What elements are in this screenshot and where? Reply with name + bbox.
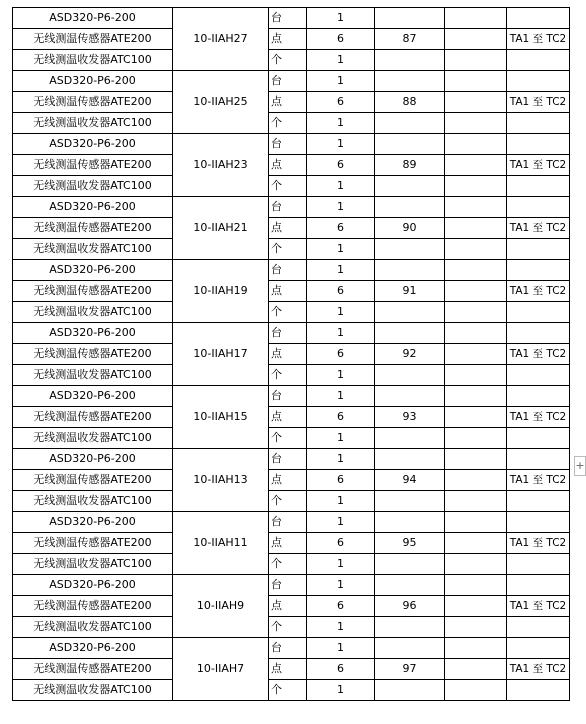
- sequence-cell[interactable]: 96: [375, 596, 445, 617]
- unit-cell[interactable]: 点: [269, 344, 307, 365]
- remark-cell[interactable]: TA1 至 TC2: [507, 659, 570, 680]
- cabinet-code-cell[interactable]: 10-IIAH21: [173, 197, 269, 260]
- plus-icon[interactable]: +: [574, 456, 586, 476]
- blank-cell[interactable]: [445, 260, 507, 281]
- blank-cell[interactable]: [445, 155, 507, 176]
- unit-cell[interactable]: 点: [269, 407, 307, 428]
- cabinet-code-cell[interactable]: 10-IIAH9: [173, 575, 269, 638]
- sequence-cell[interactable]: [375, 428, 445, 449]
- remark-cell[interactable]: [507, 617, 570, 638]
- blank-cell[interactable]: [445, 113, 507, 134]
- model-cell[interactable]: ASD320-P6-200: [13, 323, 173, 344]
- sequence-cell[interactable]: [375, 302, 445, 323]
- unit-cell[interactable]: 点: [269, 470, 307, 491]
- remark-cell[interactable]: TA1 至 TC2: [507, 344, 570, 365]
- model-cell[interactable]: 无线测温收发器ATC100: [13, 365, 173, 386]
- unit-cell[interactable]: 个: [269, 617, 307, 638]
- blank-cell[interactable]: [445, 197, 507, 218]
- table-row: [13, 302, 570, 323]
- quantity-cell[interactable]: 6: [307, 29, 375, 50]
- table-row: [13, 92, 570, 113]
- remark-cell[interactable]: TA1 至 TC2: [507, 281, 570, 302]
- blank-cell[interactable]: [445, 323, 507, 344]
- quantity-cell[interactable]: 6: [307, 155, 375, 176]
- remark-cell[interactable]: [507, 680, 570, 701]
- blank-cell[interactable]: [445, 470, 507, 491]
- model-cell[interactable]: 无线测温传感器ATE200: [13, 92, 173, 113]
- blank-cell[interactable]: [445, 344, 507, 365]
- quantity-cell[interactable]: 1: [307, 134, 375, 155]
- quantity-cell[interactable]: 6: [307, 533, 375, 554]
- quantity-cell[interactable]: 6: [307, 659, 375, 680]
- table-row: [13, 428, 570, 449]
- cabinet-code-cell[interactable]: 10-IIAH27: [173, 8, 269, 71]
- blank-cell[interactable]: [445, 659, 507, 680]
- quantity-cell[interactable]: 1: [307, 512, 375, 533]
- table-row: [13, 449, 570, 470]
- quantity-cell[interactable]: 1: [307, 323, 375, 344]
- unit-cell[interactable]: 台: [269, 197, 307, 218]
- remark-cell[interactable]: TA1 至 TC2: [507, 407, 570, 428]
- model-cell[interactable]: ASD320-P6-200: [13, 8, 173, 29]
- quantity-cell[interactable]: 6: [307, 281, 375, 302]
- blank-cell[interactable]: [445, 29, 507, 50]
- table-row: [13, 470, 570, 491]
- table-row: [13, 680, 570, 701]
- remark-cell[interactable]: [507, 239, 570, 260]
- unit-cell[interactable]: 个: [269, 365, 307, 386]
- unit-cell[interactable]: 点: [269, 218, 307, 239]
- model-cell[interactable]: 无线测温收发器ATC100: [13, 617, 173, 638]
- unit-cell[interactable]: 点: [269, 92, 307, 113]
- remark-cell[interactable]: [507, 554, 570, 575]
- sequence-cell[interactable]: 93: [375, 407, 445, 428]
- table-row: [13, 71, 570, 92]
- unit-cell[interactable]: 个: [269, 176, 307, 197]
- table-row: [13, 134, 570, 155]
- quantity-cell[interactable]: 1: [307, 365, 375, 386]
- sequence-cell[interactable]: [375, 638, 445, 659]
- sequence-cell[interactable]: [375, 575, 445, 596]
- blank-cell[interactable]: [445, 281, 507, 302]
- remark-cell[interactable]: [507, 512, 570, 533]
- table-row: [13, 197, 570, 218]
- quantity-cell[interactable]: 1: [307, 239, 375, 260]
- remark-cell[interactable]: [507, 71, 570, 92]
- sequence-cell[interactable]: 91: [375, 281, 445, 302]
- cabinet-code-cell[interactable]: 10-IIAH19: [173, 260, 269, 323]
- quantity-cell[interactable]: 1: [307, 617, 375, 638]
- quantity-cell[interactable]: 1: [307, 176, 375, 197]
- quantity-cell[interactable]: 1: [307, 449, 375, 470]
- quantity-cell[interactable]: 1: [307, 8, 375, 29]
- quantity-cell[interactable]: 6: [307, 344, 375, 365]
- model-cell[interactable]: 无线测温收发器ATC100: [13, 491, 173, 512]
- table-row: [13, 386, 570, 407]
- sequence-cell[interactable]: [375, 8, 445, 29]
- unit-cell[interactable]: 台: [269, 512, 307, 533]
- blank-cell[interactable]: [445, 596, 507, 617]
- blank-cell[interactable]: [445, 8, 507, 29]
- quantity-cell[interactable]: 1: [307, 428, 375, 449]
- model-cell[interactable]: 无线测温传感器ATE200: [13, 344, 173, 365]
- remark-cell[interactable]: [507, 197, 570, 218]
- table-row: [13, 344, 570, 365]
- quantity-cell[interactable]: 1: [307, 386, 375, 407]
- remark-cell[interactable]: TA1 至 TC2: [507, 596, 570, 617]
- blank-cell[interactable]: [445, 617, 507, 638]
- model-cell[interactable]: 无线测温收发器ATC100: [13, 428, 173, 449]
- unit-cell[interactable]: 个: [269, 50, 307, 71]
- model-cell[interactable]: 无线测温传感器ATE200: [13, 533, 173, 554]
- unit-cell[interactable]: 个: [269, 428, 307, 449]
- cabinet-code-cell[interactable]: 10-IIAH15: [173, 386, 269, 449]
- remark-cell[interactable]: TA1 至 TC2: [507, 29, 570, 50]
- blank-cell[interactable]: [445, 71, 507, 92]
- quantity-cell[interactable]: 1: [307, 260, 375, 281]
- blank-cell[interactable]: [445, 638, 507, 659]
- model-cell[interactable]: 无线测温传感器ATE200: [13, 29, 173, 50]
- quantity-cell[interactable]: 1: [307, 71, 375, 92]
- unit-cell[interactable]: 个: [269, 680, 307, 701]
- sequence-cell[interactable]: [375, 113, 445, 134]
- equipment-table: [12, 7, 570, 701]
- sequence-cell[interactable]: [375, 365, 445, 386]
- cabinet-code-cell[interactable]: 10-IIAH11: [173, 512, 269, 575]
- model-cell[interactable]: 无线测温传感器ATE200: [13, 659, 173, 680]
- model-cell[interactable]: ASD320-P6-200: [13, 386, 173, 407]
- model-cell[interactable]: 无线测温传感器ATE200: [13, 155, 173, 176]
- unit-cell[interactable]: 台: [269, 638, 307, 659]
- blank-cell[interactable]: [445, 554, 507, 575]
- sequence-cell[interactable]: 88: [375, 92, 445, 113]
- blank-cell[interactable]: [445, 407, 507, 428]
- remark-cell[interactable]: TA1 至 TC2: [507, 92, 570, 113]
- unit-cell[interactable]: 个: [269, 491, 307, 512]
- model-cell[interactable]: ASD320-P6-200: [13, 575, 173, 596]
- blank-cell[interactable]: [445, 176, 507, 197]
- remark-cell[interactable]: TA1 至 TC2: [507, 218, 570, 239]
- model-cell[interactable]: 无线测温收发器ATC100: [13, 113, 173, 134]
- quantity-cell[interactable]: 6: [307, 218, 375, 239]
- remark-cell[interactable]: [507, 113, 570, 134]
- remark-cell[interactable]: [507, 260, 570, 281]
- table-row: [13, 575, 570, 596]
- sequence-cell[interactable]: [375, 323, 445, 344]
- model-cell[interactable]: 无线测温传感器ATE200: [13, 218, 173, 239]
- unit-cell[interactable]: 个: [269, 239, 307, 260]
- blank-cell[interactable]: [445, 365, 507, 386]
- unit-cell[interactable]: 台: [269, 260, 307, 281]
- table-row: [13, 323, 570, 344]
- table-row: [13, 659, 570, 680]
- sequence-cell[interactable]: [375, 71, 445, 92]
- unit-cell[interactable]: 个: [269, 302, 307, 323]
- blank-cell[interactable]: [445, 50, 507, 71]
- remark-cell[interactable]: [507, 638, 570, 659]
- sequence-cell[interactable]: 97: [375, 659, 445, 680]
- sequence-cell[interactable]: 94: [375, 470, 445, 491]
- model-cell[interactable]: 无线测温传感器ATE200: [13, 407, 173, 428]
- blank-cell[interactable]: [445, 575, 507, 596]
- remark-cell[interactable]: [507, 575, 570, 596]
- table-row: [13, 218, 570, 239]
- remark-cell[interactable]: [507, 428, 570, 449]
- quantity-cell[interactable]: 1: [307, 638, 375, 659]
- sequence-cell[interactable]: [375, 680, 445, 701]
- table-row: [13, 596, 570, 617]
- sequence-cell[interactable]: 90: [375, 218, 445, 239]
- sequence-cell[interactable]: [375, 617, 445, 638]
- unit-cell[interactable]: 点: [269, 659, 307, 680]
- quantity-cell[interactable]: 1: [307, 113, 375, 134]
- unit-cell[interactable]: 台: [269, 8, 307, 29]
- table-row: [13, 155, 570, 176]
- model-cell[interactable]: 无线测温传感器ATE200: [13, 281, 173, 302]
- cabinet-code-cell[interactable]: 10-IIAH13: [173, 449, 269, 512]
- quantity-cell[interactable]: 1: [307, 575, 375, 596]
- remark-cell[interactable]: [507, 8, 570, 29]
- table-row: [13, 407, 570, 428]
- blank-cell[interactable]: [445, 491, 507, 512]
- sequence-cell[interactable]: [375, 50, 445, 71]
- remark-cell[interactable]: [507, 386, 570, 407]
- model-cell[interactable]: 无线测温收发器ATC100: [13, 554, 173, 575]
- remark-cell[interactable]: TA1 至 TC2: [507, 470, 570, 491]
- model-cell[interactable]: ASD320-P6-200: [13, 449, 173, 470]
- blank-cell[interactable]: [445, 218, 507, 239]
- blank-cell[interactable]: [445, 533, 507, 554]
- quantity-cell[interactable]: 6: [307, 407, 375, 428]
- unit-cell[interactable]: 点: [269, 155, 307, 176]
- quantity-cell[interactable]: 6: [307, 92, 375, 113]
- blank-cell[interactable]: [445, 302, 507, 323]
- sequence-cell[interactable]: [375, 134, 445, 155]
- blank-cell[interactable]: [445, 512, 507, 533]
- model-cell[interactable]: 无线测温收发器ATC100: [13, 50, 173, 71]
- remark-cell[interactable]: [507, 176, 570, 197]
- blank-cell[interactable]: [445, 386, 507, 407]
- cabinet-code-cell[interactable]: 10-IIAH7: [173, 638, 269, 701]
- table-row: [13, 281, 570, 302]
- blank-cell[interactable]: [445, 92, 507, 113]
- unit-cell[interactable]: 点: [269, 596, 307, 617]
- unit-cell[interactable]: 点: [269, 281, 307, 302]
- table-row: [13, 50, 570, 71]
- unit-cell[interactable]: 台: [269, 575, 307, 596]
- model-cell[interactable]: 无线测温传感器ATE200: [13, 596, 173, 617]
- remark-cell[interactable]: [507, 365, 570, 386]
- blank-cell[interactable]: [445, 134, 507, 155]
- table-row: [13, 638, 570, 659]
- model-cell[interactable]: ASD320-P6-200: [13, 197, 173, 218]
- quantity-cell[interactable]: 6: [307, 596, 375, 617]
- remark-cell[interactable]: [507, 491, 570, 512]
- sequence-cell[interactable]: 95: [375, 533, 445, 554]
- sequence-cell[interactable]: 92: [375, 344, 445, 365]
- blank-cell[interactable]: [445, 449, 507, 470]
- unit-cell[interactable]: 台: [269, 71, 307, 92]
- sequence-cell[interactable]: [375, 512, 445, 533]
- unit-cell[interactable]: 台: [269, 323, 307, 344]
- quantity-cell[interactable]: 1: [307, 197, 375, 218]
- unit-cell[interactable]: 点: [269, 29, 307, 50]
- sequence-cell[interactable]: [375, 449, 445, 470]
- sequence-cell[interactable]: [375, 239, 445, 260]
- model-cell[interactable]: ASD320-P6-200: [13, 260, 173, 281]
- table-row: [13, 554, 570, 575]
- sequence-cell[interactable]: [375, 554, 445, 575]
- remark-cell[interactable]: [507, 302, 570, 323]
- table-row: [13, 365, 570, 386]
- quantity-cell[interactable]: 1: [307, 50, 375, 71]
- table-row: [13, 512, 570, 533]
- model-cell[interactable]: 无线测温收发器ATC100: [13, 239, 173, 260]
- unit-cell[interactable]: 台: [269, 449, 307, 470]
- model-cell[interactable]: ASD320-P6-200: [13, 71, 173, 92]
- remark-cell[interactable]: [507, 323, 570, 344]
- cabinet-code-cell[interactable]: 10-IIAH25: [173, 71, 269, 134]
- remark-cell[interactable]: [507, 449, 570, 470]
- blank-cell[interactable]: [445, 680, 507, 701]
- sequence-cell[interactable]: [375, 176, 445, 197]
- cabinet-code-cell[interactable]: 10-IIAH17: [173, 323, 269, 386]
- sequence-cell[interactable]: [375, 491, 445, 512]
- remark-cell[interactable]: TA1 至 TC2: [507, 155, 570, 176]
- table-row: [13, 176, 570, 197]
- unit-cell[interactable]: 台: [269, 134, 307, 155]
- table-body: [13, 8, 570, 701]
- model-cell[interactable]: ASD320-P6-200: [13, 638, 173, 659]
- model-cell[interactable]: ASD320-P6-200: [13, 134, 173, 155]
- quantity-cell[interactable]: 1: [307, 680, 375, 701]
- blank-cell[interactable]: [445, 239, 507, 260]
- sequence-cell[interactable]: 89: [375, 155, 445, 176]
- blank-cell[interactable]: [445, 428, 507, 449]
- quantity-cell[interactable]: 6: [307, 470, 375, 491]
- model-cell[interactable]: 无线测温收发器ATC100: [13, 302, 173, 323]
- table-row: [13, 29, 570, 50]
- table-row: [13, 617, 570, 638]
- remark-cell[interactable]: [507, 134, 570, 155]
- sequence-cell[interactable]: 87: [375, 29, 445, 50]
- remark-cell[interactable]: TA1 至 TC2: [507, 533, 570, 554]
- table-row: [13, 8, 570, 29]
- model-cell[interactable]: 无线测温收发器ATC100: [13, 176, 173, 197]
- unit-cell[interactable]: 个: [269, 554, 307, 575]
- model-cell[interactable]: 无线测温传感器ATE200: [13, 470, 173, 491]
- table-row: [13, 239, 570, 260]
- sequence-cell[interactable]: [375, 386, 445, 407]
- table-row: [13, 533, 570, 554]
- quantity-cell[interactable]: 1: [307, 491, 375, 512]
- table-row: [13, 260, 570, 281]
- sequence-cell[interactable]: [375, 260, 445, 281]
- cabinet-code-cell[interactable]: 10-IIAH23: [173, 134, 269, 197]
- unit-cell[interactable]: 台: [269, 386, 307, 407]
- unit-cell[interactable]: 点: [269, 533, 307, 554]
- quantity-cell[interactable]: 1: [307, 302, 375, 323]
- remark-cell[interactable]: [507, 50, 570, 71]
- sequence-cell[interactable]: [375, 197, 445, 218]
- unit-cell[interactable]: 个: [269, 113, 307, 134]
- model-cell[interactable]: 无线测温收发器ATC100: [13, 680, 173, 701]
- table-row: [13, 113, 570, 134]
- quantity-cell[interactable]: 1: [307, 554, 375, 575]
- table-row: [13, 491, 570, 512]
- model-cell[interactable]: ASD320-P6-200: [13, 512, 173, 533]
